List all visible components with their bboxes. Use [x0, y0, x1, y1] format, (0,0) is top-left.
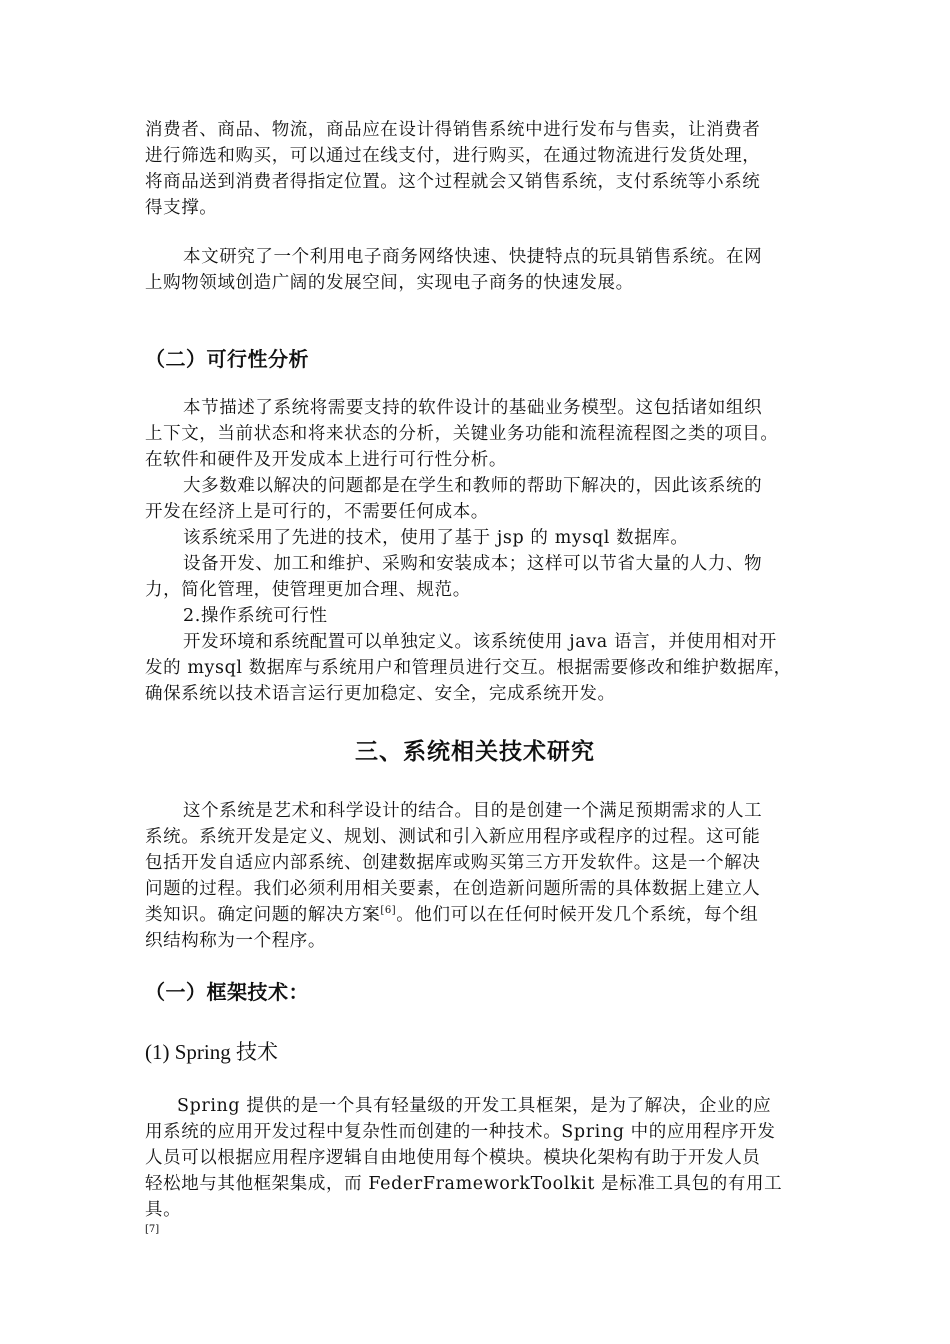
text-line: 这个系统是艺术和科学设计的结合。目的是创建一个满足预期需求的人工 [183, 801, 763, 821]
text-segment: 类知识。确定问题的解决方案 [145, 905, 381, 925]
text-line: 本文研究了一个利用电子商务网络快速、快捷特点的玩具销售系统。在网 [183, 247, 763, 267]
text-line: 设备开发、加工和维护、采购和安装成本；这样可以节省大量的人力、物 [183, 554, 763, 574]
text-line: 确保系统以技术语言运行更加稳定、安全，完成系统开发。 [145, 684, 616, 704]
chapter-heading: 三、系统相关技术研究 [355, 739, 595, 765]
text-line: 轻松地与其他框架集成，而 FederFrameworkToolkit 是标准工具包的有用工具。 [145, 1174, 783, 1220]
paragraph-consumers [145, 117, 815, 221]
text-line: 开发在经济上是可行的，不需要任何成本。 [145, 502, 489, 522]
paragraph-spring [145, 1093, 815, 1237]
text-line: 上下文，当前状态和将来状态的分析，关键业务功能和流程流程图之类的项目。 [145, 424, 779, 444]
text-line: 包括开发自适应内部系统、创建数据库或购买第三方开发软件。这是一个解决 [145, 853, 761, 873]
citation-ref: [6] [380, 905, 397, 917]
paragraph-system-development [145, 798, 815, 954]
text-line [145, 902, 815, 928]
text-line: 力，简化管理，使管理更加合理、规范。 [145, 580, 471, 600]
paragraph-research-summary [145, 244, 815, 296]
text-segment: 。他们可以在任何时候开发几个系统，每个组 [396, 905, 759, 925]
text-line: 发的 mysql 数据库与系统用户和管理员进行交互。根据需要修改和维护数据库， [145, 658, 792, 678]
text-line: 得支撑。 [145, 198, 218, 218]
text-line: 将商品送到消费者得指定位置。这个过程就会又销售系统，支付系统等小系统 [145, 172, 761, 192]
text-line: Spring 提供的是一个具有轻量级的开发工具框架，是为了解决，企业的应 [177, 1096, 772, 1116]
citation-ref: [7] [145, 1224, 160, 1235]
text-line: 在软件和硬件及开发成本上进行可行性分析。 [145, 450, 507, 470]
text-line: 上购物领域创造广阔的发展空间，实现电子商务的快速发展。 [145, 273, 634, 293]
text-line: 人员可以根据应用程序逻辑自由地使用每个模块。模块化架构有助于开发人员 [145, 1148, 761, 1168]
text-line: 系统。系统开发是定义、规划、测试和引入新应用程序或程序的过程。这可能 [145, 827, 761, 847]
text-line: 开发环境和系统配置可以单独定义。该系统使用 java 语言，并使用相对开 [183, 632, 777, 652]
text-line: 大多数难以解决的问题都是在学生和教师的帮助下解决的，因此该系统的 [183, 476, 763, 496]
text-line: 本节描述了系统将需要支持的软件设计的基础业务模型。这包括诸如组织 [183, 398, 763, 418]
text-line: 消费者、商品、物流，商品应在设计得销售系统中进行发布与售卖，让消费者 [145, 120, 761, 140]
section-heading-framework: （一）框架技术： [145, 980, 309, 1004]
subsection-label-operational-feasibility: 2.操作系统可行性 [183, 606, 328, 626]
section-heading-feasibility: （二）可行性分析 [145, 347, 309, 371]
text-line: 该系统采用了先进的技术，使用了基于 jsp 的 mysql 数据库。 [183, 528, 689, 548]
text-line: 织结构称为一个程序。 [145, 931, 326, 951]
text-line: 进行筛选和购买，可以通过在线支付，进行购买，在通过物流进行发货处理， [145, 146, 761, 166]
text-line: 问题的过程。我们必须利用相关要素，在创造新问题所需的具体数据上建立人 [145, 879, 761, 899]
text-line: 用系统的应用开发过程中复杂性而创建的一种技术。Spring 中的应用程序开发 [145, 1122, 776, 1142]
paragraph-feasibility-intro [145, 395, 815, 707]
subsection-heading-spring: (1) Spring 技术 [145, 1040, 278, 1064]
